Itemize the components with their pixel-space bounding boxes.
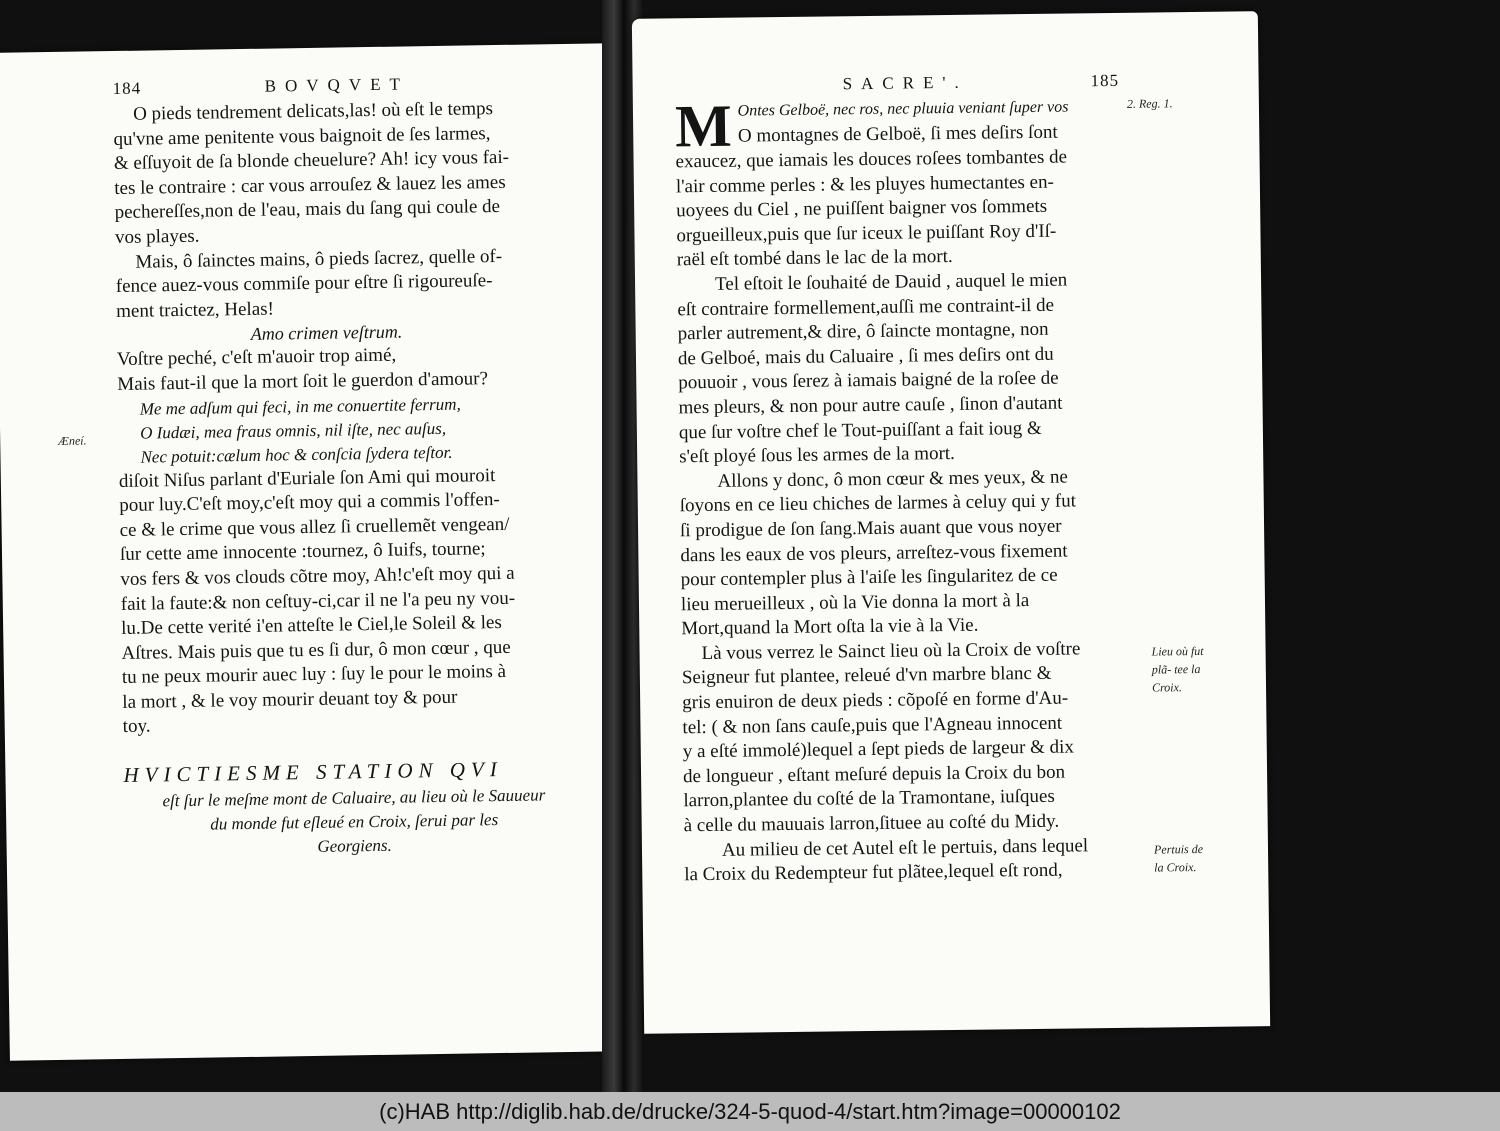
latin-opening: Ontes Gelboë, nec ros, nec pluuia veniant ſuper vos (737, 98, 1069, 120)
text-line: fait la faute:& non ceſtuy-ci,car il ne l'a peu ny vou- (120, 587, 516, 615)
text-line: à celle du mauuais larron,ſituee au coſté du Midy. (683, 810, 1060, 837)
text-line: pour luy.C'eſt moy,c'eſt moy qui a commis l'offen- (119, 489, 500, 517)
text-line: eſt contraire formellement,auſſi me contraint-il de (677, 294, 1055, 320)
text-line: tu ne peux mourir auec luy : ſuy le pour le moins à (121, 661, 507, 689)
text-line: de longueur , eſtant meſuré depuis la Croix du bon (682, 761, 1066, 788)
section-heading (123, 753, 585, 862)
text-line: pechereſſes,non de l'eau, mais du ſang qui coule de (114, 196, 501, 224)
text-line: Mais, ô ſainctes mains, ô pieds ſacrez, quelle of- (135, 245, 503, 273)
text-line: ment traictez, Helas! (116, 298, 275, 322)
text-line: parler autrement,& dire, ô ſaincte montagne, non (677, 318, 1049, 345)
section-subtitle-line: eſt ſur le meſme mont de Caluaire, au lieu où le Sauueur (162, 785, 546, 811)
section-subtitle-line: Georgiens. (317, 835, 392, 856)
text-line: que ſur voſtre chef le Tout-puiſſant a fait ioug & (678, 417, 1042, 443)
text-line: O montagnes de Gelboë, ſi mes deſirs ſont (737, 121, 1058, 147)
left-page (0, 43, 626, 1061)
text-line: Allons y donc, ô mon cœur & mes yeux, & ne (717, 466, 1068, 492)
text-line: mes pleurs, & non pour autre cauſe , ſinon d'autant (678, 392, 1063, 419)
latin-quote-line: Me me adſum qui feci, in me conuertite ferrum, (139, 394, 461, 419)
text-line: ſoyons en ce lieu chiches de larmes à celuy qui y fut (679, 490, 1077, 517)
page-number-right: 185 (1090, 70, 1120, 91)
text-line: l'air comme perles : & les pluyes humectantes en- (675, 171, 1055, 197)
text-line: tes le contraire : car vous arrouſez & lauez les ames (114, 171, 506, 199)
margin-note: Pertuis de la Croix. (1153, 841, 1204, 875)
text-line: pouuoir , vous ſerez à iamais baigné de la roſee de (678, 368, 1059, 394)
text-line: Aſtres. Mais puis que tu es ſi dur, ô mon cœur , que (121, 636, 511, 664)
left-body (113, 96, 585, 862)
page-number-left: 184 (112, 78, 142, 99)
margin-note: Æneí. (58, 433, 87, 448)
text-line: vos playes. (114, 225, 200, 248)
text-line: exaucez, que iamais les douces roſees tombantes de (675, 146, 1068, 173)
text-line: pour contempler plus à l'aiſe les ſingularitez de ce (680, 564, 1058, 591)
text-line: orgueilleux,puis que ſur iceux le puiſſant Roy d'Iſ- (676, 220, 1057, 247)
text-line: ſur cette ame innocente :tournez, ô Iuifs, tourne; (119, 538, 486, 566)
text-line: la Croix du Redempteur fut plãtee,lequel eſt rond, (684, 859, 1063, 886)
text-line: fence auez-vous commiſe pour eſtre ſi rigoureuſe- (115, 270, 493, 298)
text-line: toy. (122, 715, 151, 738)
section-subtitle-line: du monde fut eſleué en Croix, ſerui par les (210, 810, 499, 834)
text-line: uoyees du Ciel , ne puiſſent baigner vos ſommets (676, 195, 1048, 222)
latin-quote-line: O Iudæi, mea fraus omnis, nil iſte, nec auſus, (139, 418, 447, 443)
text-line: lieu merueilleux , où la Vie donna la mort à la (680, 589, 1030, 615)
right-page (632, 11, 1270, 1034)
verse-line: Mais faut-il que la mort ſoit le guerdon d'amour? (117, 368, 489, 395)
text-line: s'eſt ployé ſous les armes de la mort. (679, 443, 955, 468)
text-line: y a eſté immolé)lequel a ſept pieds de largeur & dix (682, 736, 1075, 763)
drop-cap: M (674, 92, 733, 160)
latin-quote-line: Nec potuit:cælum hoc & conſcia ſydera teſtor. (140, 442, 453, 467)
margin-note: Lieu où fut plã- tee la Croix. (1151, 643, 1204, 695)
text-line: qu'vne ame penitente vous baignoit de ſes larmes, (113, 122, 491, 150)
text-line: ſi prodigue de ſon ſang.Mais auant que vous noyer (679, 515, 1062, 542)
text-line: Tel eſtoit le ſouhaité de Dauid , auquel le mien (714, 269, 1068, 295)
text-line: & eſſuyoit de ſa blonde cheuelure? Ah! icy vous fai- (113, 147, 510, 175)
text-line: la mort , & le voy mourir deuant toy & pour (122, 686, 458, 713)
text-line: larron,plantee du coſté de la Tramontane, iuſques (683, 786, 1055, 812)
latin-centered: Amo crimen veſtrum. (250, 321, 403, 345)
text-line: tel: ( & non ſans cauſe,puis que l'Agneau innocent (682, 712, 1063, 738)
text-line: lu.De cette verité i'en atteſte le Ciel,le Soleil & les (121, 612, 502, 640)
text-line: dans les eaux de vos pleurs, arreſtez-vous fixement (680, 540, 1068, 566)
right-body (674, 92, 1155, 888)
text-line: gris enuiron de deux pieds : cõpoſé en forme d'Au- (682, 687, 1069, 714)
text-line: Au milieu de cet Autel eſt le pertuis, dans lequel (721, 834, 1089, 861)
verse-line: Voſtre peché, c'eſt m'auoir trop aimé, (116, 344, 397, 371)
margin-note: 2. Reg. 1. (1126, 96, 1173, 111)
text-line: diſoit Niſus parlant d'Euriale ſon Ami qui mouroit (118, 464, 496, 492)
footer-copyright: (c)HAB http://diglib.hab.de/drucke/324-5-quod-4/start.htm?image=00000102 (0, 1092, 1500, 1131)
text-line: ce & le crime que vous allez ſi cruellemẽt vengean/ (119, 513, 510, 541)
text-line: Seigneur fut plantee, releué d'vn marbre blanc & (681, 663, 1052, 689)
text-line: raël eſt tombé dans le lac de la mort. (676, 246, 953, 271)
running-head-left: BOVQVET (264, 74, 410, 96)
text-line: Mort,quand la Mort oſta la vie à la Vie. (681, 614, 979, 640)
section-title: HVICTIESME STATION QVI (123, 757, 503, 788)
text-line: O pieds tendrement delicats,las! où eſt le temps (132, 98, 494, 125)
text-line: vos fers & vos clouds cõtre moy, Ah!c'eſt moy qui a (120, 562, 515, 590)
running-head-right: SACRE'. (842, 72, 968, 94)
text-line: de Gelboé, mais du Caluaire , ſi mes deſirs ont du (677, 343, 1054, 370)
text-line: Là vous verrez le Sainct lieu où la Croix de voſtre (701, 638, 1081, 664)
